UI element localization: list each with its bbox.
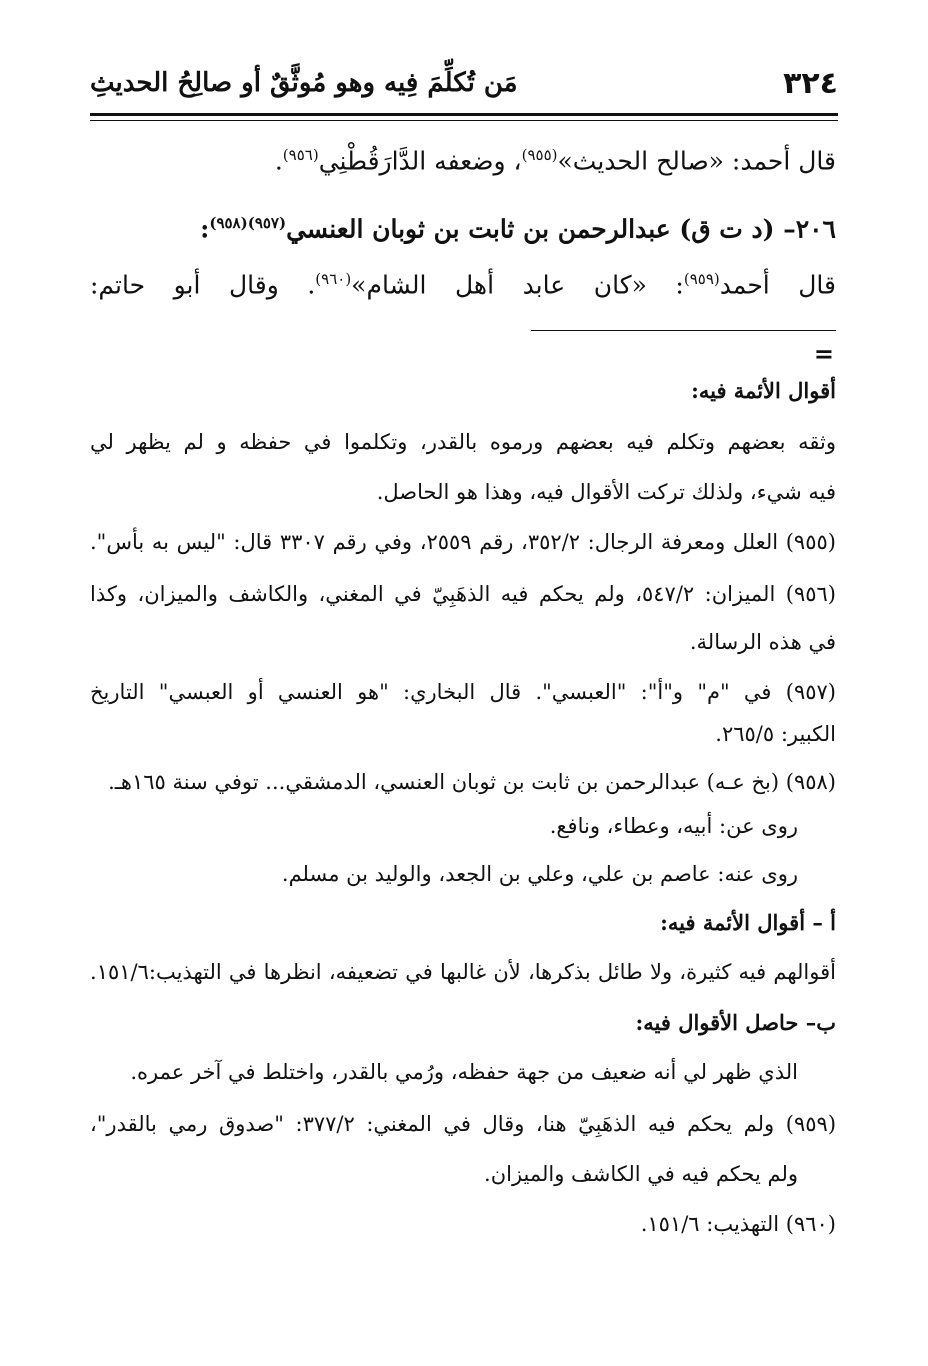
footnote-ref-960: (٩٦٠) xyxy=(315,270,352,288)
header-rule-thick xyxy=(90,113,838,116)
footnote-960: (٩٦٠) التهذيب: ١٥١/٦. xyxy=(640,1212,836,1236)
footnote-955: (٩٥٥) العلل ومعرفة الرجال: ٣٥٢/٢، رقم ٢٥٥٩، وفي رقم ٣٣٠٧ قال: "ليس به بأس". xyxy=(90,530,836,554)
entry-heading-text: ٢٠٦– (د ت ق) عبدالرحمن بن ثابت بن ثوبان العنسي xyxy=(286,214,836,244)
page-header xyxy=(90,62,838,110)
footnote-957-line-1: (٩٥٧) في "م" و"أ": "العبسي". قال البخاري: "هو العنسي أو العبسي" التاريخ xyxy=(90,680,836,704)
aqwal-heading: أقوال الأئمة فيه: xyxy=(691,378,836,403)
section-b-text: الذي ظهر لي أنه ضعيف من جهة حفظه، ورُمي بالقدر، واختلط في آخر عمره. xyxy=(130,1060,798,1084)
body-line-1 xyxy=(275,146,836,175)
text-span: قال أحمد xyxy=(719,270,836,300)
text-span: قال أحمد: «صالح الحديث» xyxy=(557,146,836,176)
body-line-3 xyxy=(90,270,836,299)
page-number: ٣٢٤ xyxy=(783,66,838,101)
footnote-959-line-2: ولم يحكم فيه في الكاشف والميزان. xyxy=(484,1162,798,1186)
footnote-958-line-3: روى عنه: عاصم بن علي، وعلي بن الجعد، والوليد بن مسلم. xyxy=(281,862,798,886)
aqwal-line-2: فيه شيء، ولذلك تركت الأقوال فيه، وهذا هو الحاصل. xyxy=(376,480,836,504)
continuation-mark: = xyxy=(813,340,834,368)
footnote-959-line-1: (٩٥٩) ولم يحكم فيه الذهَبِيّ هنا، وقال في المغني: ٣٧٧/٢: "صدوق رمي بالقدر"، xyxy=(90,1112,837,1136)
footnote-958-line-1: (٩٥٨) (بخ عـه) عبدالرحمن بن ثابت بن ثوبان العنسي، الدمشقي... توفي سنة ١٦٥هـ. xyxy=(108,770,836,794)
footnote-956-line-1: (٩٥٦) الميزان: ٥٤٧/٢، ولم يحكم فيه الذهَبِيّ في المغني، والكاشف والميزان، وكذا xyxy=(90,582,836,606)
text-span: ، وضعفه الدَّارَقُطْنِي xyxy=(318,146,522,176)
text-span: . وقال أبو حاتم: xyxy=(90,270,316,300)
section-a-text: أقوالهم فيه كثيرة، ولا طائل بذكرها، لأن غالبها في تضعيفه، انظرها في التهذيب:١٥١/٦. xyxy=(90,960,836,984)
aqwal-line-1: وثقه بعضهم وتكلم فيه بعضهم ورموه بالقدر، وتكلموا في حفظه و لم يظهر لي xyxy=(90,430,836,454)
footnote-956-line-2: في هذه الرسالة. xyxy=(689,630,836,654)
text-span: : «كان عابد أهل الشام» xyxy=(351,270,684,300)
text-span: : xyxy=(200,214,210,244)
text-span: . xyxy=(274,146,283,176)
footnote-958-line-2: روى عن: أبيه، وعطاء، ونافع. xyxy=(549,814,798,838)
entry-heading-206 xyxy=(200,214,836,243)
footnote-ref-955: (٩٥٥) xyxy=(521,146,558,164)
section-b-heading: ب– حاصل الأقوال فيه: xyxy=(635,1010,836,1035)
running-title: مَن تُكلِّمَ فِيه وهو مُوثَّقٌ أو صالِحُ الحديثِ xyxy=(90,68,518,98)
footnote-957-line-2: الكبير: ٢٦٥/٥. xyxy=(715,722,836,746)
section-a-heading: أ – أقوال الأئمة فيه: xyxy=(660,910,836,935)
footnote-ref-959: (٩٥٩) xyxy=(683,270,720,288)
footnote-ref-956: (٩٥٦) xyxy=(282,146,319,164)
header-rule-thin xyxy=(90,120,838,121)
footnote-separator xyxy=(531,330,836,331)
footnote-ref-957-958: (٩٥٧)(٩٥٨) xyxy=(209,214,287,232)
